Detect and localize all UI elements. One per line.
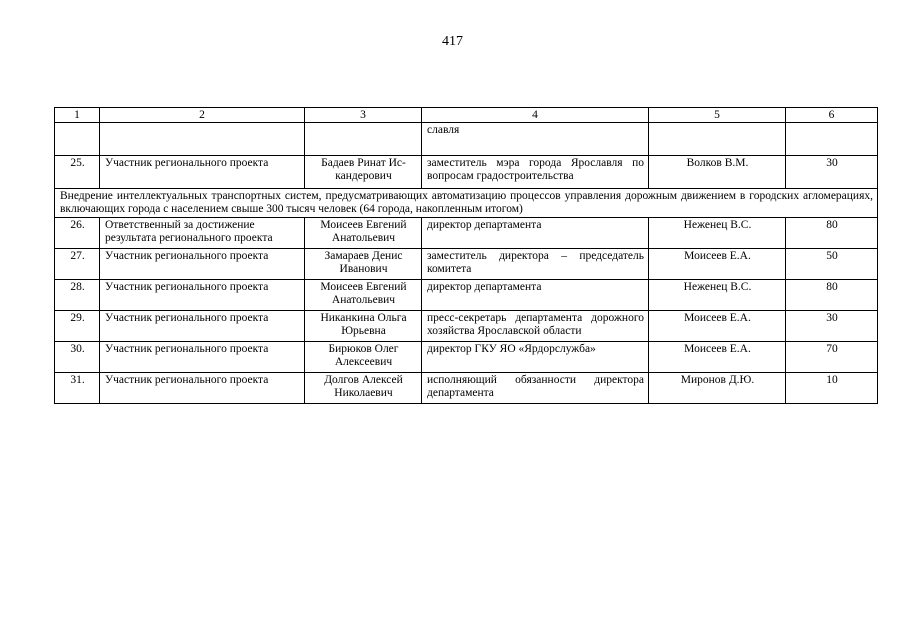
cell-percent: 70 [786,342,878,373]
cell-role: Участник регионального проекта [100,311,305,342]
cell-position: директор ГКУ ЯО «Ярдорслужба» [422,342,649,373]
cell-role [100,123,305,156]
table-row [55,218,878,249]
cell-name: Бирюков Олег Алексеевич [305,342,422,373]
table-row [55,249,878,280]
table-row [55,342,878,373]
cell-num [55,123,100,156]
cell-percent: 80 [786,218,878,249]
cell-num: 27. [55,249,100,280]
cell-name: Никанкина Ольга Юрьевна [305,311,422,342]
cell-percent: 50 [786,249,878,280]
cell-position: пресс-секретарь департамента дорожного хозяйства Ярославской области [422,311,649,342]
table-row [55,156,878,189]
cell-percent [786,123,878,156]
cell-num: 25. [55,156,100,189]
cell-name: Моисеев Евгений Анатольевич [305,218,422,249]
header-row [55,108,878,123]
column-header: 2 [100,108,305,123]
participants-table [54,107,878,404]
column-header: 4 [422,108,649,123]
table-row [55,373,878,404]
continuation-row [55,123,878,156]
cell-position: исполняющий обязанности директора департамента [422,373,649,404]
cell-percent: 80 [786,280,878,311]
column-header: 1 [55,108,100,123]
cell-curator: Моисеев Е.А. [649,342,786,373]
cell-position: директор департамента [422,218,649,249]
cell-curator: Миронов Д.Ю. [649,373,786,404]
cell-percent: 30 [786,156,878,189]
cell-num: 28. [55,280,100,311]
cell-curator: Моисеев Е.А. [649,311,786,342]
cell-percent: 10 [786,373,878,404]
cell-name: Замараев Денис Иванович [305,249,422,280]
cell-num: 29. [55,311,100,342]
section-row [55,189,878,218]
cell-role: Участник регионального проекта [100,342,305,373]
cell-role: Участник регионального проекта [100,249,305,280]
cell-position: заместитель директора – председатель комитета [422,249,649,280]
cell-role: Участник регионального проекта [100,156,305,189]
cell-curator [649,123,786,156]
cell-num: 31. [55,373,100,404]
column-header: 3 [305,108,422,123]
table-row [55,280,878,311]
column-header: 6 [786,108,878,123]
cell-role: Участник регионального проекта [100,280,305,311]
cell-role: Участник регионального проекта [100,373,305,404]
section-title: Внедрение интеллектуальных транспортных систем, предусматривающих автоматизацию процессов управления дорожным движением в городских агломерациях, включающих города с населением свыше 300 тысяч человек (64 города, накопленным итогом) [55,189,878,218]
page-number: 417 [442,34,463,49]
cell-curator: Неженец В.С. [649,280,786,311]
cell-num: 30. [55,342,100,373]
column-header: 5 [649,108,786,123]
cell-curator: Моисеев Е.А. [649,249,786,280]
cell-position: славля [422,123,649,156]
cell-num: 26. [55,218,100,249]
cell-name: Долгов Алексей Николаевич [305,373,422,404]
cell-curator: Неженец В.С. [649,218,786,249]
cell-position: заместитель мэра города Ярославля по вопросам градостроительства [422,156,649,189]
cell-name: Моисеев Евгений Анатольевич [305,280,422,311]
cell-position: директор департамента [422,280,649,311]
cell-role: Ответственный за достижение результата регионального проекта [100,218,305,249]
table-row [55,311,878,342]
cell-percent: 30 [786,311,878,342]
cell-curator: Волков В.М. [649,156,786,189]
cell-name: Бадаев Ринат Ис-кандерович [305,156,422,189]
cell-name [305,123,422,156]
